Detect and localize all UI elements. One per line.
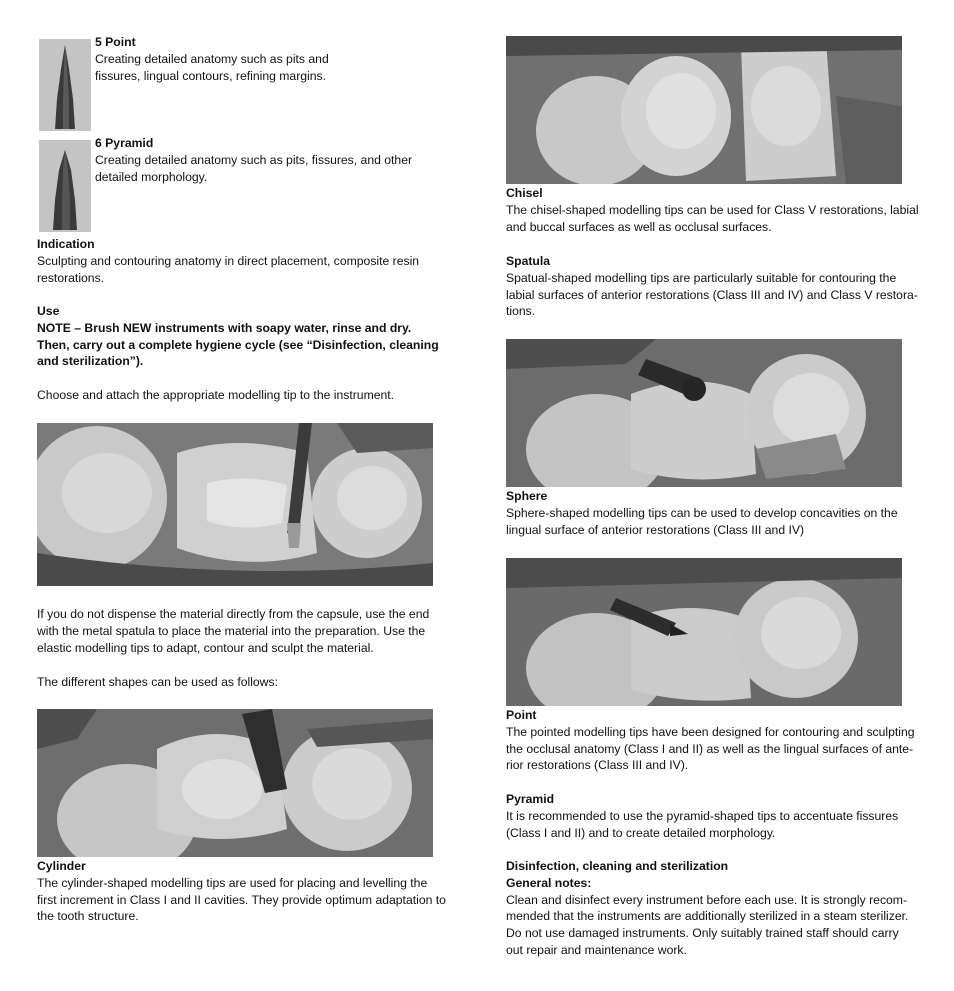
use-text-block xyxy=(37,387,457,404)
chisel-text: The chisel-shaped modelling tips can be used for Class V restorations, labial and buccal surfaces as well as occlusal surfaces. xyxy=(506,202,919,234)
shapes-intro-text: The different shapes can be used as follows: xyxy=(37,675,278,689)
pyramid-section xyxy=(506,791,926,841)
spatula-title: Spatula xyxy=(506,254,551,268)
teeth-photo-cylinder xyxy=(37,709,433,857)
teeth-photo-point xyxy=(506,558,902,706)
item-6-title: 6 Pyramid xyxy=(95,136,154,150)
point-text: The pointed modelling tips have been designed for contouring and sculpting the occlusal anatomy (Class I and II) as well as the lingual surfaces of ante- rior restorations (Class III and IV). xyxy=(506,724,915,773)
item-6-block xyxy=(95,135,455,185)
dispense-text: If you do not dispense the material directly from the capsule, use the end with the metal spatula to place the material into the preparation. Use the elastic modelling tips to adapt, contour and sculpt the material. xyxy=(37,607,430,655)
pyramid-title: Pyramid xyxy=(506,792,555,806)
cylinder-section xyxy=(37,858,457,925)
disinfection-subtitle: General notes: xyxy=(506,875,592,890)
cylinder-text: The cylinder-shaped modelling tips are used for placing and levelling the first increment in Class I and II cavities. They provide optimum adaptation to the tooth structure. xyxy=(37,875,446,924)
disinfection-title: Disinfection, cleaning and sterilization xyxy=(506,859,729,873)
use-text: Choose and attach the appropriate modelling tip to the instrument. xyxy=(37,388,395,402)
disinfection-section xyxy=(506,858,926,959)
teeth-photo-sphere xyxy=(506,339,902,487)
pyramid-tip-image xyxy=(39,140,91,232)
item-5-title: 5 Point xyxy=(95,35,136,49)
point-section xyxy=(506,707,926,774)
shapes-intro-block xyxy=(37,674,457,691)
teeth-photo-chisel xyxy=(506,36,902,184)
teeth-photo-placing xyxy=(37,423,433,586)
use-note: NOTE – Brush NEW instruments with soapy water, rinse and dry. Then, carry out a complete hygiene cycle (see “Disinfection, cleaning and sterilization”). xyxy=(37,320,439,369)
sphere-text: Sphere-shaped modelling tips can be used to develop concavities on the lingual surface of anterior restorations (Class III and IV) xyxy=(506,505,898,537)
pyramid-text: It is recommended to use the pyramid-shaped tips to accentuate fissures (Class I and II) and to create detailed morphology. xyxy=(506,808,899,840)
disinfection-text: Clean and disinfect every instrument before each use. It is strongly recom- mended that the instruments are additionally sterilized in a steam sterilizer. Do not use damaged instruments. Only suitably trained staff should carry out repair and maintenance work. xyxy=(506,892,909,957)
point-title: Point xyxy=(506,708,537,722)
sphere-section xyxy=(506,488,926,538)
chisel-section xyxy=(506,185,926,235)
point-tip-image xyxy=(39,39,91,131)
cylinder-title: Cylinder xyxy=(37,859,86,873)
chisel-title: Chisel xyxy=(506,186,543,200)
indication-section xyxy=(37,236,457,286)
item-6-text: Creating detailed anatomy such as pits, fissures, and other detailed morphology. xyxy=(95,152,413,184)
indication-title: Indication xyxy=(37,237,95,251)
spatula-text: Spatual-shaped modelling tips are particularly suitable for contouring the labial surfaces of anterior restorations (Class III and IV) and Class V restora- tions. xyxy=(506,270,918,319)
use-title: Use xyxy=(37,304,60,318)
dispense-block xyxy=(37,606,457,656)
indication-text: Sculpting and contouring anatomy in direct placement, composite resin restorations. xyxy=(37,253,420,285)
use-section xyxy=(37,303,457,370)
spatula-section xyxy=(506,253,926,320)
item-5-block xyxy=(95,34,455,84)
item-5-text: Creating detailed anatomy such as pits and fissures, lingual contours, refining margins. xyxy=(95,51,329,83)
sphere-title: Sphere xyxy=(506,489,548,503)
